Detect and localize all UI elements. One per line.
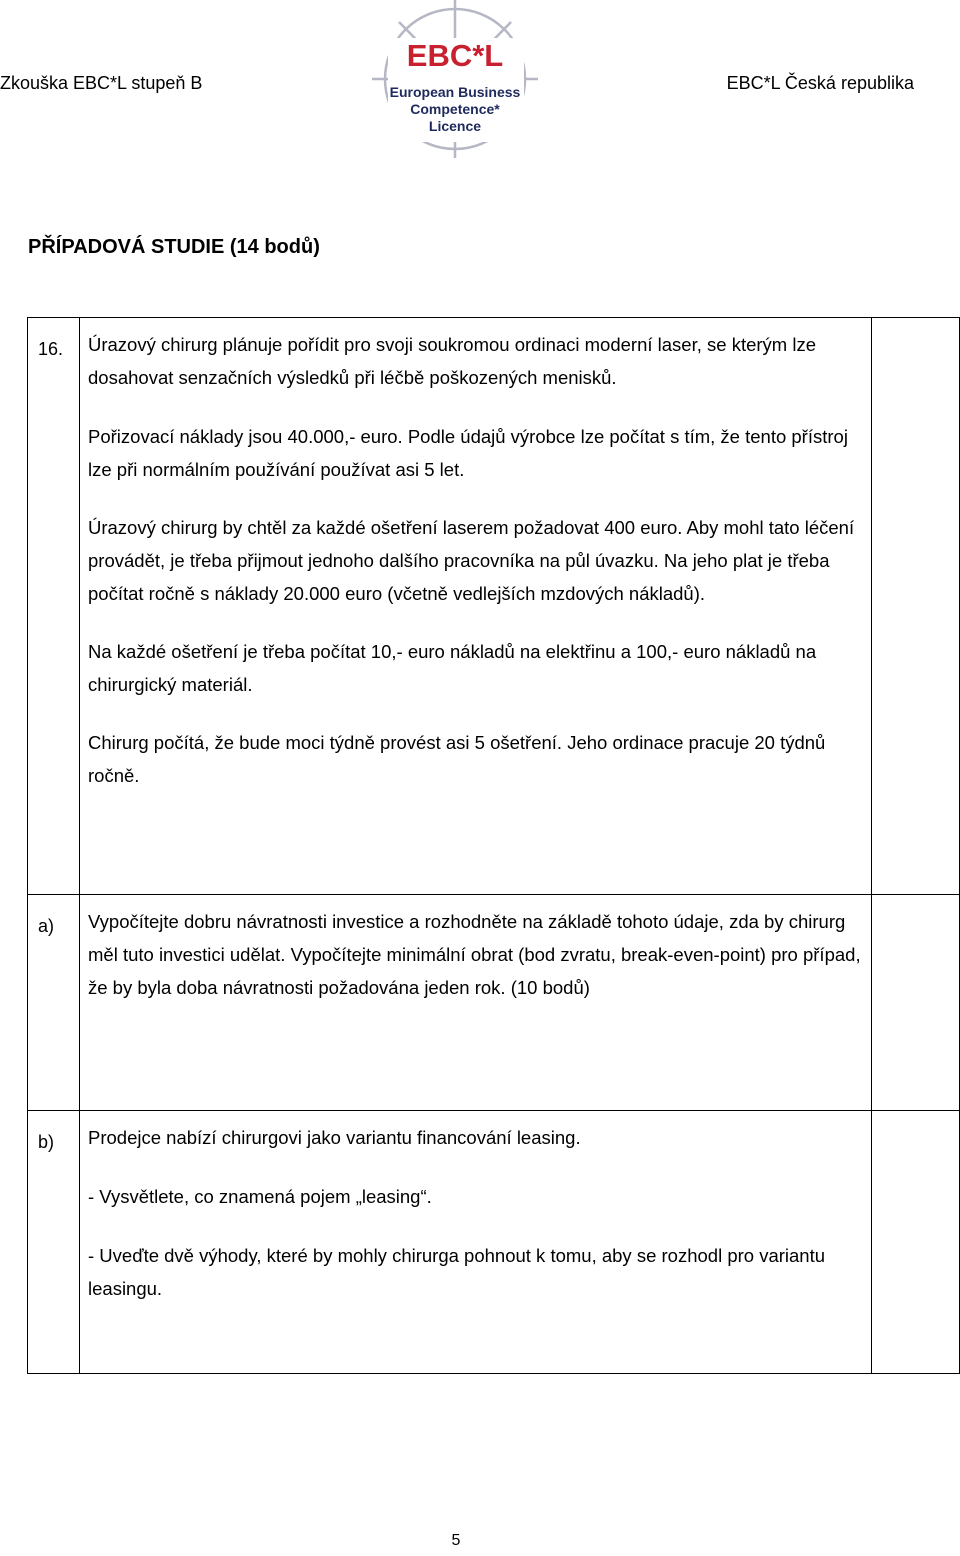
question-text	[80, 318, 872, 895]
part-b-text	[80, 1111, 872, 1374]
part-b-intro: Prodejce nabízí chirurgovi jako variantu financování leasing.	[88, 1127, 581, 1148]
header-right-text: EBC*L Česká republika	[726, 73, 914, 93]
part-b-item-1: - Vysvětlete, co znamená pojem „leasing“.	[88, 1186, 432, 1207]
points-cell	[872, 1111, 960, 1374]
case-study-title: PŘÍPADOVÁ STUDIE (14 bodů)	[28, 236, 320, 258]
points-cell	[872, 318, 960, 895]
part-a-paragraph: Vypočítejte dobru návratnosti investice a rozhodněte na základě tohoto údaje, zda by chirurg měl tuto investici udělat. Vypočítejte minimální obrat (bod zvratu, break-even-point) pro případ, že by byla doba návratnosti požadována jeden rok. (10 bodů)	[88, 911, 861, 998]
logo-mark: EBC*L	[406, 38, 504, 73]
part-a-label: a)	[28, 895, 80, 1111]
question-table	[27, 317, 960, 1374]
part-b-item-2: - Uveďte dvě výhody, které by mohly chirurga pohnout k tomu, aby se rozhodl pro variantu leasingu.	[88, 1245, 826, 1299]
part-b-row	[28, 1111, 960, 1374]
part-b-label: b)	[28, 1111, 80, 1374]
question-paragraph: Pořizovací náklady jsou 40.000,- euro. Podle údajů výrobce lze počítat s tím, že tento přístroj lze při normálním používání používat asi 5 let.	[88, 426, 848, 480]
question-paragraph: Úrazový chirurg plánuje pořídit pro svoji soukromou ordinaci moderní laser, se kterým lze dosahovat senzačních výsledků při léčbě poškozených menisků.	[88, 334, 816, 388]
question-row	[28, 318, 960, 895]
question-paragraph: Chirurg počítá, že bude moci týdně provést asi 5 ošetření. Jeho ordinace pracuje 20 týdnů ročně.	[88, 732, 826, 786]
points-cell	[872, 895, 960, 1111]
header-left-text: Zkouška EBC*L stupeň B	[0, 73, 203, 93]
question-paragraph: Na každé ošetření je třeba počítat 10,- euro nákladů na elektřinu a 100,- euro nákladů na chirurgický materiál.	[88, 641, 817, 695]
part-a-text	[80, 895, 872, 1111]
logo-line-3: Licence	[428, 118, 482, 134]
page-number: 5	[451, 1532, 461, 1549]
logo-line-1: European Business	[389, 84, 521, 100]
question-number: 16.	[28, 318, 80, 895]
ebcl-logo	[364, 0, 546, 158]
question-paragraph: Úrazový chirurg by chtěl za každé ošetření laserem požadovat 400 euro. Aby mohl tato léčení provádět, je třeba přijmout jednoho dalšího pracovníka na půl úvazku. Na jeho plat je třeba počítat ročně s náklady 20.000 euro (včetně vedlejších mzdových nákladů).	[88, 517, 855, 604]
logo-line-2: Competence*	[410, 101, 500, 117]
part-a-row	[28, 895, 960, 1111]
